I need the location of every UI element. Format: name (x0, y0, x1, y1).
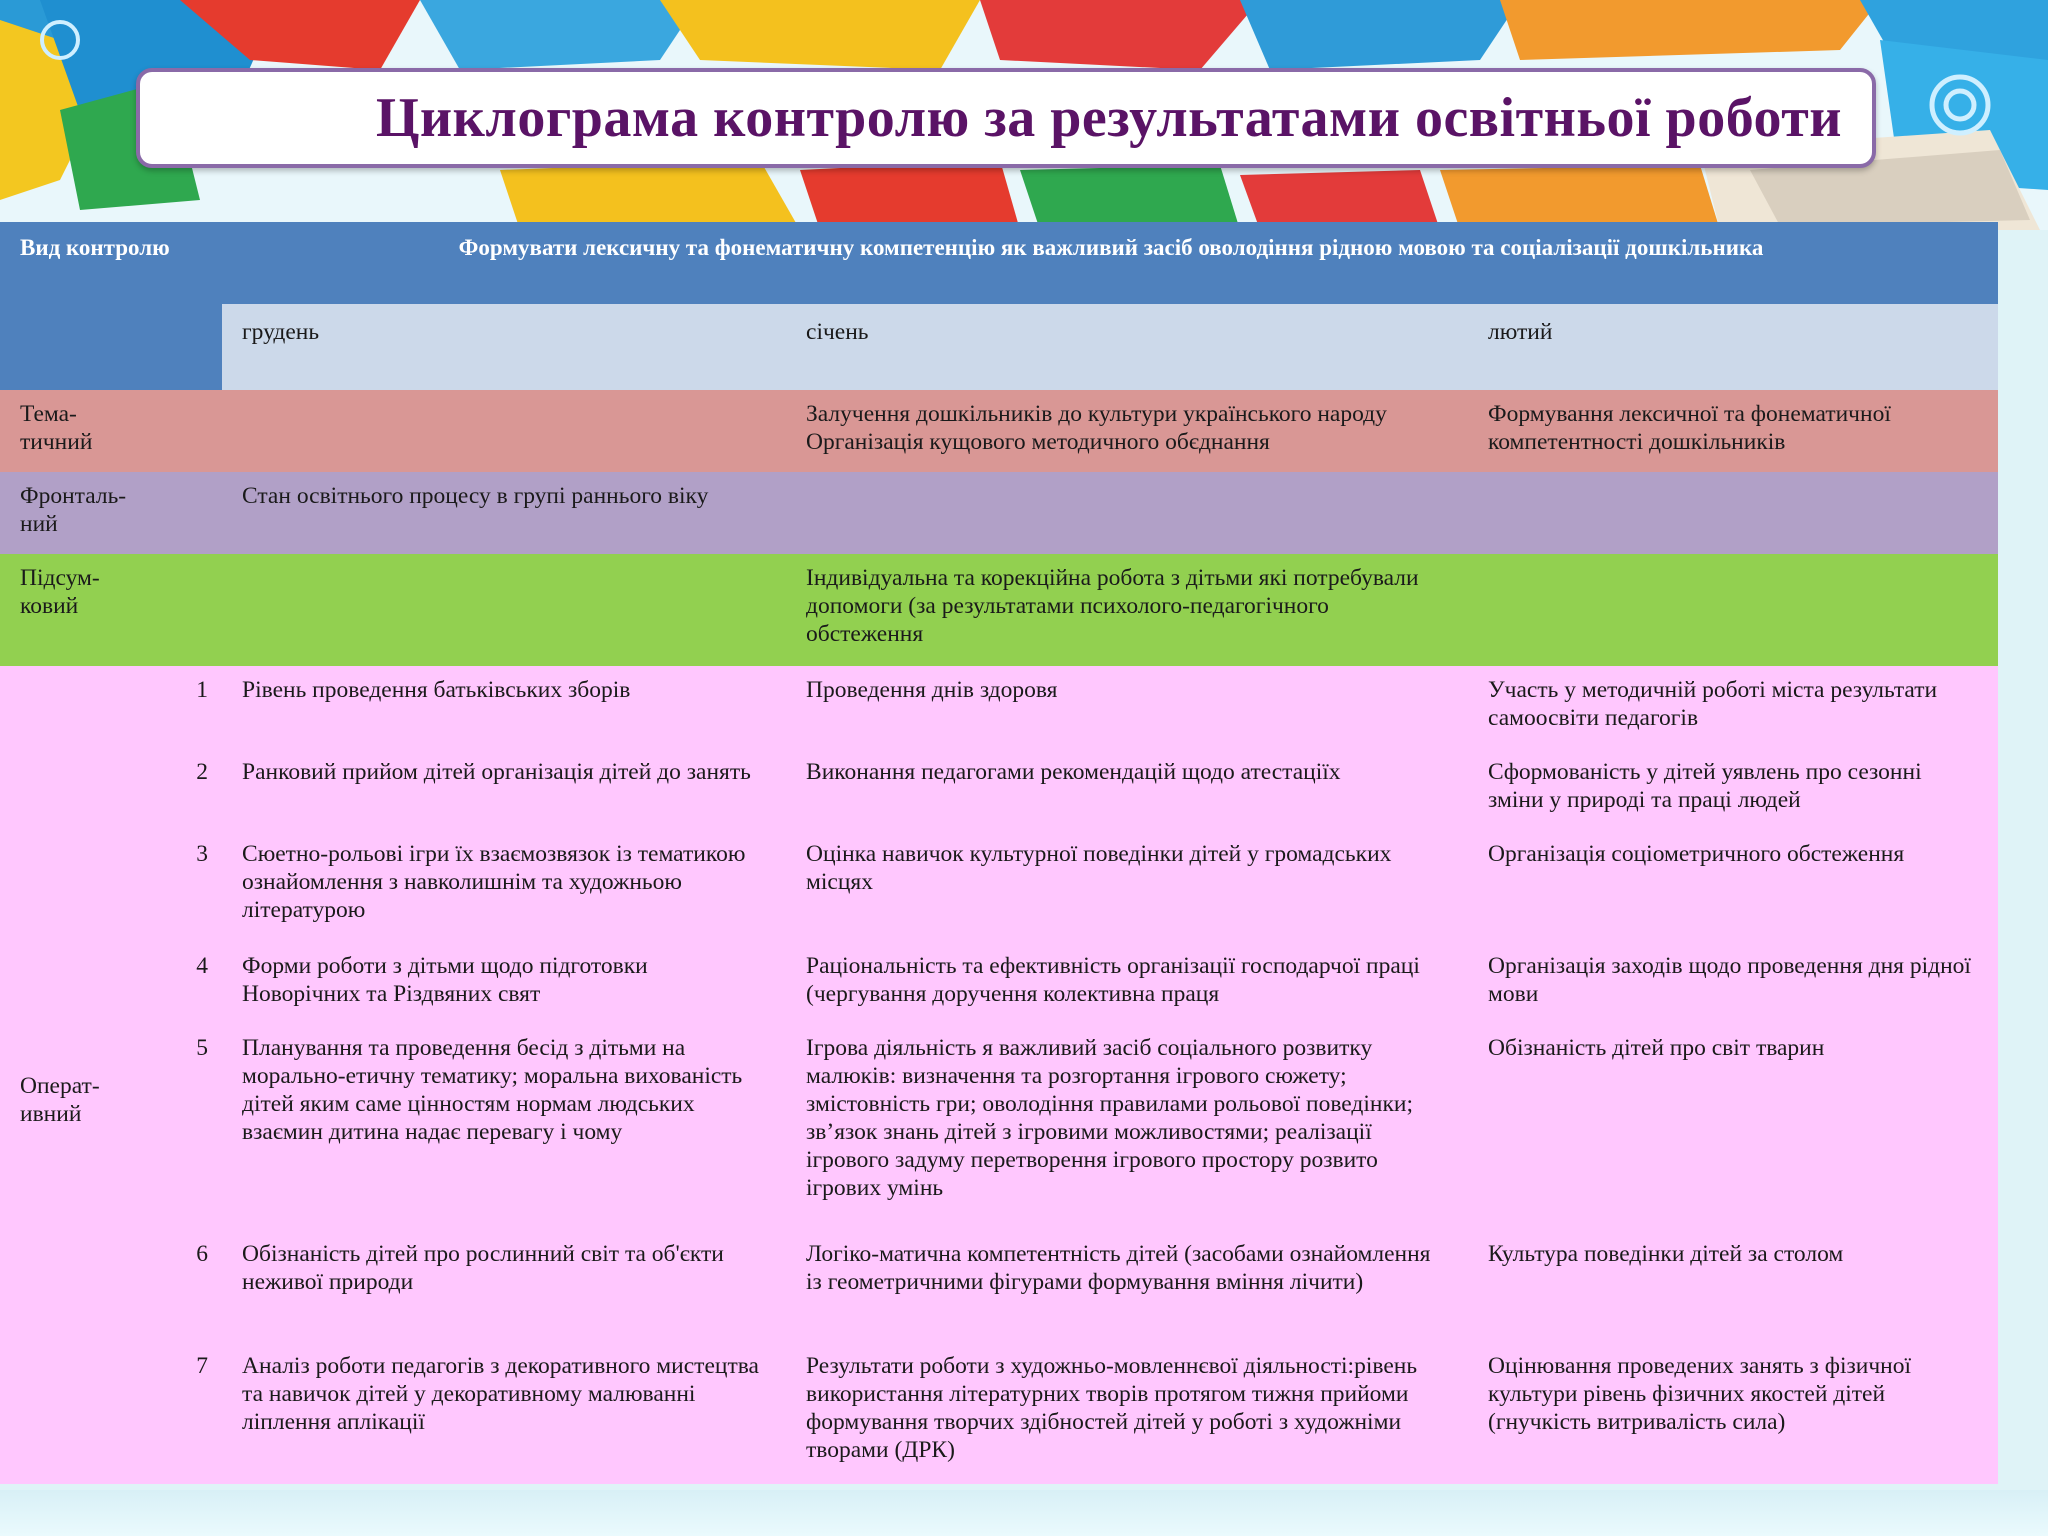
title-box (136, 68, 1876, 168)
operative-cell-december: Обізнаність дітей про рослинний світ та об'єкти неживої природи (222, 1230, 786, 1342)
goal-header: Формувати лексичну та фонематичну компетенцію як важливий засіб оволодіння рідною мовою та соціалізації дошкільника (222, 222, 1998, 304)
operative-row-number: 1 (170, 666, 222, 748)
operative-cell-february: Оцінювання проведених занять з фізичної культури рівень фізичних якостей дітей (гнучкість витривалість сила) (1468, 1342, 1998, 1484)
months-row (0, 304, 1998, 390)
operative-row-number: 4 (170, 942, 222, 1024)
frontal-label: Фронталь- ний (0, 472, 222, 554)
operative-cell-january: Виконання педагогами рекомендацій щодо атестаціїх (786, 748, 1468, 830)
summary-cell-january: Індивідуальна та корекційна робота з дітьми які потребували допомоги (за результатами психолого-педагогічного обстеження (786, 554, 1468, 666)
summary-cell-december (222, 554, 786, 666)
operative-row-number: 6 (170, 1230, 222, 1342)
thematic-row (0, 390, 1998, 472)
operative-cell-january: Проведення днів здоровя (786, 666, 1468, 748)
month-january: січень (786, 304, 1468, 390)
operative-row-number: 3 (170, 830, 222, 942)
frontal-cell-january (786, 472, 1468, 554)
operative-cell-january: Раціональність та ефективність організації господарчої праці (чергування доручення колективна праця (786, 942, 1468, 1024)
operative-cell-january: Оцінка навичок культурної поведінки дітей у громадських місцях (786, 830, 1468, 942)
operative-row-number: 5 (170, 1024, 222, 1230)
thematic-cell-february: Формування лексичної та фонематичної компетентності дошкільників (1468, 390, 1998, 472)
cyclogram-table (0, 222, 1998, 1484)
operative-cell-december: Сюетно-рольові ігри їх взаємозвязок із тематикою ознайомлення з навколишнім та художньою літературою (222, 830, 786, 942)
operative-cell-february: Організація соціометричного обстеження (1468, 830, 1998, 942)
operative-row-number: 2 (170, 748, 222, 830)
operative-cell-february: Участь у методичній роботі міста результати самоосвіти педагогів (1468, 666, 1998, 748)
operative-row (0, 666, 1998, 748)
frontal-cell-december: Стан освітнього процесу в групі раннього віку (222, 472, 786, 554)
month-february: лютий (1468, 304, 1998, 390)
operative-row (0, 1024, 1998, 1230)
frontal-row (0, 472, 1998, 554)
operative-row (0, 1342, 1998, 1484)
operative-cell-january: Логіко-матична компетентність дітей (засобами ознайомлення із геометричними фігурами формування вміння лічити) (786, 1230, 1468, 1342)
operative-cell-february: Культура поведінки дітей за столом (1468, 1230, 1998, 1342)
operative-row-number: 7 (170, 1342, 222, 1484)
control-type-header-spacer (0, 304, 222, 390)
operative-cell-january: Результати роботи з художньо-мовленнєвої діяльності:рівень використання літературних творів протягом тижня прийоми формування творчих здібностей дітей у роботі з художніми творами (ДРК) (786, 1342, 1468, 1484)
frontal-cell-february (1468, 472, 1998, 554)
operative-row (0, 830, 1998, 942)
operative-row (0, 748, 1998, 830)
operative-cell-december: Аналіз роботи педагогів з декоративного мистецтва та навичок дітей у декоративному малюванні ліплення аплікації (222, 1342, 786, 1484)
thematic-cell-january: Залучення дошкільників до культури українського народу Організація кущового методичного обєднання (786, 390, 1468, 472)
control-type-header: Вид контролю (0, 222, 222, 304)
operative-cell-february: Організація заходів щодо проведення дня рідної мови (1468, 942, 1998, 1024)
operative-cell-december: Рівень проведення батьківських зборів (222, 666, 786, 748)
operative-row (0, 942, 1998, 1024)
bottom-background (0, 1490, 2048, 1536)
page-title: Циклограма контролю за результатами освітньої роботи (375, 87, 1842, 149)
operative-cell-december: Ранковий прийом дітей організація дітей до занять (222, 748, 786, 830)
operative-cell-december: Форми роботи з дітьми щодо підготовки Новорічних та Різдвяних свят (222, 942, 786, 1024)
operative-label: Операт- ивний (0, 666, 170, 1484)
operative-cell-december: Планування та проведення бесід з дітьми на морально-етичну тематику; моральна вихованість дітей яким саме цінностям нормам людських взаємин дитина надає перевагу і чому (222, 1024, 786, 1230)
month-december: грудень (222, 304, 786, 390)
operative-row (0, 1230, 1998, 1342)
operative-cell-february: Сформованість у дітей уявлень про сезонні зміни у природі та праці людей (1468, 748, 1998, 830)
operative-cell-january: Ігрова діяльність я важливий засіб соціального розвитку малюків: визначення та розгортання ігрового сюжету; змістовність гри; оволодіння правилами рольової поведінки; зв’язок знань дітей з ігровими можливостями; реалізації ігрового задуму перетворення ігрового простору розвито ігрових умінь (786, 1024, 1468, 1230)
summary-cell-february (1468, 554, 1998, 666)
operative-cell-february: Обізнаність дітей про світ тварин (1468, 1024, 1998, 1230)
thematic-cell-december (222, 390, 786, 472)
summary-row (0, 554, 1998, 666)
summary-label: Підсум- ковий (0, 554, 222, 666)
header-row (0, 222, 1998, 304)
thematic-label: Тема- тичний (0, 390, 222, 472)
